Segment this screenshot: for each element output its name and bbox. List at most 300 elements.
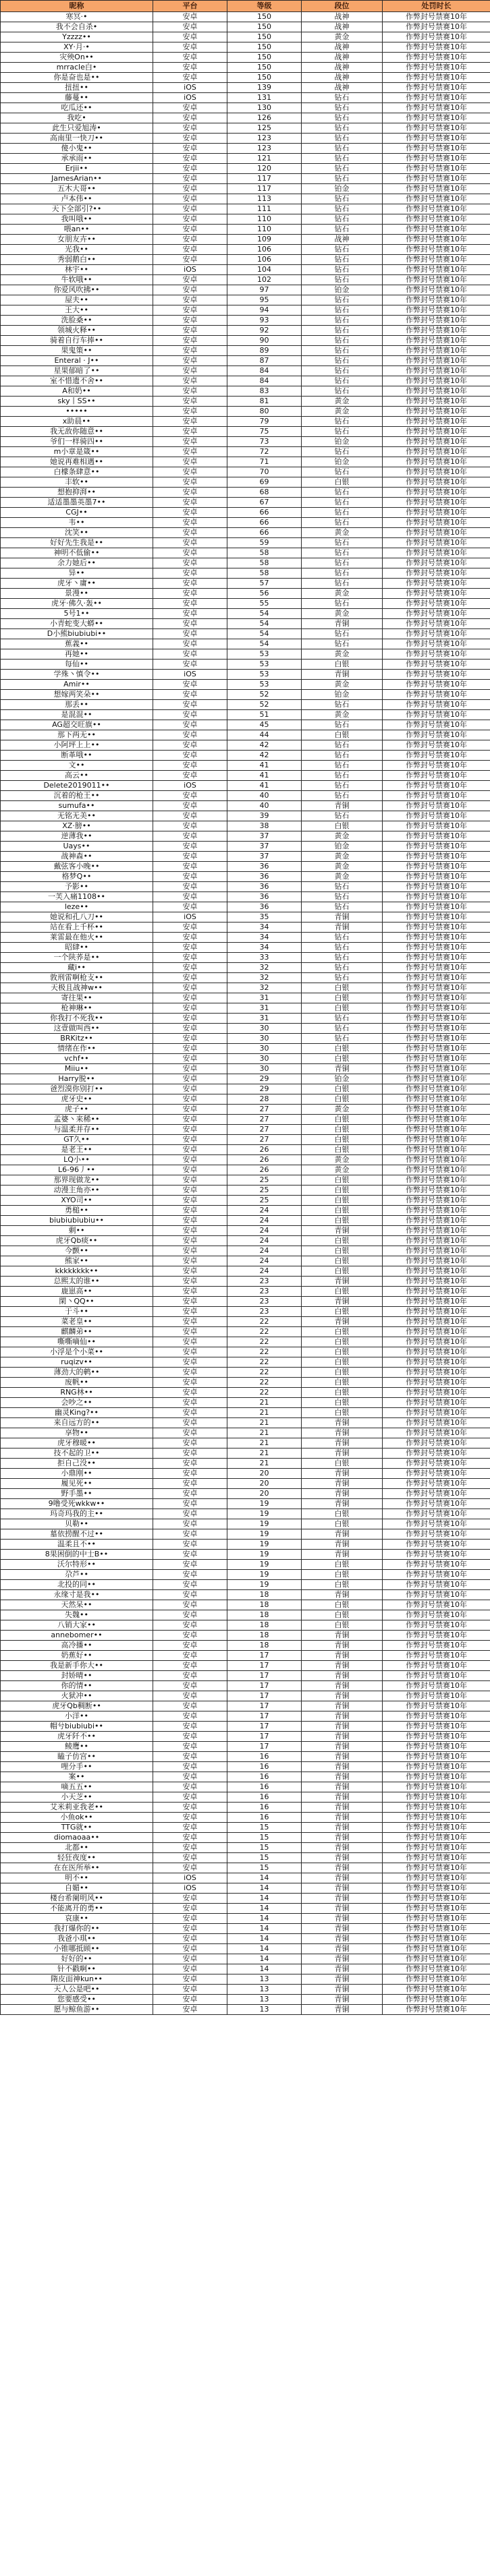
cell-rank-tier: 战神 <box>302 83 383 93</box>
table-row <box>1 568 490 579</box>
cell-level: 32 <box>227 973 302 983</box>
cell-level: 54 <box>227 639 302 649</box>
cell-rank-tier: 青铜 <box>302 619 383 629</box>
table-row <box>1 488 490 498</box>
cell-nickname: m小章是箴•• <box>1 447 153 457</box>
cell-nickname: 爷们一样骑四•• <box>1 437 153 447</box>
cell-platform: 安卓 <box>153 235 227 245</box>
cell-rank-tier: 青铜 <box>302 1752 383 1762</box>
cell-nickname: XZ·膀•• <box>1 821 153 831</box>
cell-level: 17 <box>227 1691 302 1701</box>
cell-rank-tier: 钻石 <box>302 973 383 983</box>
cell-level: 14 <box>227 1904 302 1914</box>
cell-level: 51 <box>227 710 302 720</box>
cell-nickname: 我不会自杀• <box>1 22 153 32</box>
cell-platform: 安卓 <box>153 1003 227 1014</box>
cell-level: 36 <box>227 872 302 882</box>
cell-rank-tier: 白银 <box>302 1145 383 1155</box>
cell-level: 17 <box>227 1681 302 1691</box>
table-row <box>1 407 490 417</box>
cell-nickname: 室不惜遗不舍•• <box>1 376 153 386</box>
cell-rank-tier: 白银 <box>302 1094 383 1105</box>
table-row <box>1 1175 490 1185</box>
cell-level: 150 <box>227 63 302 73</box>
cell-level: 21 <box>227 1438 302 1448</box>
cell-nickname: sky丨SS•• <box>1 397 153 407</box>
cell-level: 126 <box>227 113 302 123</box>
cell-penalty: 作弊封号禁赛10年 <box>383 892 490 902</box>
cell-penalty: 作弊封号禁赛10年 <box>383 1600 490 1610</box>
cell-platform: 安卓 <box>153 1651 227 1661</box>
cell-nickname: 领城火释•• <box>1 326 153 336</box>
cell-rank-tier: 青铜 <box>302 1843 383 1853</box>
table-row <box>1 1540 490 1550</box>
cell-rank-tier: 黄金 <box>302 397 383 407</box>
cell-nickname: Amir•• <box>1 680 153 690</box>
cell-platform: 安卓 <box>153 255 227 265</box>
table-row <box>1 1307 490 1317</box>
cell-level: 18 <box>227 1590 302 1600</box>
cell-platform: 安卓 <box>153 22 227 32</box>
cell-level: 23 <box>227 1277 302 1287</box>
cell-penalty: 作弊封号禁赛10年 <box>383 791 490 801</box>
cell-platform: 安卓 <box>153 1550 227 1560</box>
cell-nickname: 虎牙Qb稠断•• <box>1 1701 153 1711</box>
cell-level: 17 <box>227 1711 302 1722</box>
cell-penalty: 作弊封号禁赛10年 <box>383 184 490 194</box>
cell-nickname: 9噜受死wkkw•• <box>1 1499 153 1509</box>
table-row <box>1 1843 490 1853</box>
cell-rank-tier: 钻石 <box>302 295 383 305</box>
cell-platform: 安卓 <box>153 842 227 852</box>
cell-penalty: 作弊封号禁赛10年 <box>383 953 490 963</box>
cell-level: 19 <box>227 1580 302 1590</box>
cell-level: 66 <box>227 508 302 518</box>
cell-nickname: 温柔且不•• <box>1 1540 153 1550</box>
cell-level: 111 <box>227 204 302 214</box>
cell-platform: 安卓 <box>153 305 227 316</box>
cell-level: 92 <box>227 326 302 336</box>
cell-rank-tier: 战神 <box>302 53 383 63</box>
cell-penalty: 作弊封号禁赛10年 <box>383 1277 490 1287</box>
cell-platform: 安卓 <box>153 53 227 63</box>
cell-rank-tier: 钻石 <box>302 164 383 174</box>
cell-nickname: 今颤•• <box>1 1246 153 1256</box>
table-row <box>1 1014 490 1024</box>
cell-nickname: 封娇晴•• <box>1 1671 153 1681</box>
cell-penalty: 作弊封号禁赛10年 <box>383 356 490 366</box>
cell-nickname: 熊家•• <box>1 1256 153 1266</box>
table-row <box>1 1499 490 1509</box>
cell-penalty: 作弊封号禁赛10年 <box>383 386 490 397</box>
cell-level: 120 <box>227 164 302 174</box>
cell-level: 66 <box>227 518 302 528</box>
header-row <box>1 1 490 12</box>
cell-penalty: 作弊封号禁赛10年 <box>383 1105 490 1115</box>
cell-nickname: 天极且战神w•• <box>1 983 153 993</box>
cell-level: 21 <box>227 1418 302 1428</box>
cell-rank-tier: 钻石 <box>302 113 383 123</box>
cell-penalty: 作弊封号禁赛10年 <box>383 912 490 923</box>
cell-level: 110 <box>227 214 302 225</box>
cell-nickname: 奶蕉好•• <box>1 1651 153 1661</box>
table-row <box>1 265 490 275</box>
cell-penalty: 作弊封号禁赛10年 <box>383 1782 490 1792</box>
cell-penalty: 作弊封号禁赛10年 <box>383 700 490 710</box>
cell-level: 18 <box>227 1641 302 1651</box>
cell-nickname: 果鬼策•• <box>1 346 153 356</box>
cell-level: 57 <box>227 579 302 589</box>
cell-level: 19 <box>227 1550 302 1560</box>
table-row <box>1 923 490 933</box>
cell-penalty: 作弊封号禁赛10年 <box>383 751 490 761</box>
cell-level: 17 <box>227 1701 302 1711</box>
cell-platform: 安卓 <box>153 1368 227 1378</box>
cell-rank-tier: 白银 <box>302 1256 383 1266</box>
cell-level: 25 <box>227 1196 302 1206</box>
table-row <box>1 477 490 488</box>
cell-penalty: 作弊封号禁赛10年 <box>383 214 490 225</box>
cell-penalty: 作弊封号禁赛10年 <box>383 164 490 174</box>
cell-nickname: x助晨•• <box>1 417 153 427</box>
cell-nickname: 无铭无美•• <box>1 811 153 821</box>
cell-penalty: 作弊封号禁赛10年 <box>383 255 490 265</box>
cell-level: 27 <box>227 1115 302 1125</box>
table-row <box>1 680 490 690</box>
cell-nickname: Harry脱•• <box>1 1074 153 1084</box>
cell-nickname: 一个陕荞是•• <box>1 953 153 963</box>
cell-level: 16 <box>227 1782 302 1792</box>
table-row <box>1 498 490 508</box>
cell-rank-tier: 青铜 <box>302 1064 383 1074</box>
cell-nickname: 菜老皇•• <box>1 1317 153 1327</box>
cell-platform: 安卓 <box>153 397 227 407</box>
cell-rank-tier: 黄金 <box>302 407 383 417</box>
cell-rank-tier: 青铜 <box>302 1661 383 1671</box>
cell-penalty: 作弊封号禁赛10年 <box>383 1934 490 1944</box>
table-row <box>1 1165 490 1175</box>
cell-platform: 安卓 <box>153 214 227 225</box>
cell-rank-tier: 青铜 <box>302 1550 383 1560</box>
cell-penalty: 作弊封号禁赛10年 <box>383 1711 490 1722</box>
cell-penalty: 作弊封号禁赛10年 <box>383 558 490 568</box>
table-row <box>1 305 490 316</box>
cell-penalty: 作弊封号禁赛10年 <box>383 477 490 488</box>
table-row <box>1 42 490 53</box>
cell-platform: 安卓 <box>153 1924 227 1934</box>
cell-platform: 安卓 <box>153 751 227 761</box>
table-row <box>1 1560 490 1570</box>
cell-platform: 安卓 <box>153 700 227 710</box>
cell-penalty: 作弊封号禁赛10年 <box>383 1368 490 1378</box>
cell-rank-tier: 钻石 <box>302 305 383 316</box>
cell-level: 22 <box>227 1388 302 1398</box>
cell-level: 16 <box>227 1813 302 1823</box>
cell-nickname: 小天芝•• <box>1 1792 153 1803</box>
cell-penalty: 作弊封号禁赛10年 <box>383 1914 490 1924</box>
cell-rank-tier: 钻石 <box>302 882 383 892</box>
cell-platform: 安卓 <box>153 528 227 538</box>
table-row <box>1 1216 490 1226</box>
cell-nickname: 蕉義•• <box>1 639 153 649</box>
cell-level: 36 <box>227 882 302 892</box>
cell-penalty: 作弊封号禁赛10年 <box>383 1327 490 1337</box>
cell-penalty: 作弊封号禁赛10年 <box>383 1185 490 1196</box>
table-row <box>1 164 490 174</box>
table-row <box>1 791 490 801</box>
table-row <box>1 245 490 255</box>
header-level: 等级 <box>227 1 302 12</box>
cell-level: 15 <box>227 1833 302 1843</box>
cell-level: 14 <box>227 1964 302 1974</box>
table-row <box>1 933 490 943</box>
table-row <box>1 599 490 609</box>
cell-platform: 安卓 <box>153 923 227 933</box>
cell-nickname: 好好的•• <box>1 1954 153 1964</box>
cell-penalty: 作弊封号禁赛10年 <box>383 285 490 295</box>
cell-level: 40 <box>227 801 302 811</box>
cell-nickname: 她说再难相遇•• <box>1 457 153 467</box>
cell-nickname: 小洋•• <box>1 1711 153 1722</box>
cell-penalty: 作弊封号禁赛10年 <box>383 1388 490 1398</box>
cell-penalty: 作弊封号禁赛10年 <box>383 1529 490 1540</box>
cell-rank-tier: 钻石 <box>302 953 383 963</box>
table-row <box>1 538 490 548</box>
cell-nickname: 玛奇玛我的主•• <box>1 1509 153 1519</box>
cell-rank-tier: 战神 <box>302 235 383 245</box>
cell-platform: 安卓 <box>153 1094 227 1105</box>
cell-level: 14 <box>227 1873 302 1883</box>
cell-platform: iOS <box>153 670 227 680</box>
cell-rank-tier: 青铜 <box>302 1428 383 1438</box>
cell-level: 84 <box>227 376 302 386</box>
cell-level: 26 <box>227 1155 302 1165</box>
table-row <box>1 467 490 477</box>
cell-penalty: 作弊封号禁赛10年 <box>383 933 490 943</box>
cell-rank-tier: 钻石 <box>302 255 383 265</box>
cell-platform: 安卓 <box>153 1934 227 1944</box>
cell-rank-tier: 白银 <box>302 1560 383 1570</box>
cell-rank-tier: 钻石 <box>302 1014 383 1024</box>
cell-nickname: sumufa•• <box>1 801 153 811</box>
table-row <box>1 113 490 123</box>
cell-level: 13 <box>227 1985 302 1995</box>
cell-rank-tier: 青铜 <box>302 1499 383 1509</box>
cell-rank-tier: 青铜 <box>302 1448 383 1459</box>
cell-penalty: 作弊封号禁赛10年 <box>383 1560 490 1570</box>
cell-rank-tier: 铂金 <box>302 457 383 467</box>
cell-platform: 安卓 <box>153 174 227 184</box>
cell-platform: 安卓 <box>153 1995 227 2005</box>
cell-rank-tier: 白银 <box>302 1580 383 1590</box>
cell-rank-tier: 白银 <box>302 1357 383 1368</box>
cell-platform: 安卓 <box>153 1904 227 1914</box>
cell-penalty: 作弊封号禁赛10年 <box>383 923 490 933</box>
cell-penalty: 作弊封号禁赛10年 <box>383 963 490 973</box>
table-row <box>1 356 490 366</box>
cell-platform: 安卓 <box>153 1954 227 1964</box>
table-row <box>1 12 490 22</box>
cell-level: 54 <box>227 619 302 629</box>
cell-platform: 安卓 <box>153 1175 227 1185</box>
table-row <box>1 1034 490 1044</box>
cell-platform: 安卓 <box>153 1620 227 1631</box>
cell-penalty: 作弊封号禁赛10年 <box>383 943 490 953</box>
cell-platform: 安卓 <box>153 761 227 771</box>
table-row <box>1 781 490 791</box>
cell-nickname: 戴弦客小晚•• <box>1 862 153 872</box>
cell-nickname: 与温柔并存•• <box>1 1125 153 1135</box>
cell-rank-tier: 青铜 <box>302 1540 383 1550</box>
cell-platform: 安卓 <box>153 336 227 346</box>
cell-platform: 安卓 <box>153 983 227 993</box>
cell-rank-tier: 青铜 <box>302 912 383 923</box>
cell-level: 34 <box>227 923 302 933</box>
cell-level: 14 <box>227 1914 302 1924</box>
cell-nickname: 予影•• <box>1 882 153 892</box>
cell-platform: 安卓 <box>153 346 227 356</box>
cell-level: 18 <box>227 1610 302 1620</box>
cell-penalty: 作弊封号禁赛10年 <box>383 1196 490 1206</box>
cell-platform: 安卓 <box>153 1459 227 1469</box>
cell-level: 53 <box>227 670 302 680</box>
cell-rank-tier: 青铜 <box>302 1701 383 1711</box>
cell-rank-tier: 白银 <box>302 730 383 740</box>
header-penalty: 处罚时长 <box>383 1 490 12</box>
table-row <box>1 842 490 852</box>
cell-platform: 安卓 <box>153 1701 227 1711</box>
table-row <box>1 93 490 103</box>
cell-rank-tier: 钻石 <box>302 194 383 204</box>
cell-nickname: 情绪在作•• <box>1 1044 153 1054</box>
cell-nickname: 8果困倒的中士B•• <box>1 1550 153 1560</box>
table-row <box>1 457 490 467</box>
cell-rank-tier: 白银 <box>302 1054 383 1064</box>
cell-penalty: 作弊封号禁赛10年 <box>383 1418 490 1428</box>
cell-platform: 安卓 <box>153 1631 227 1641</box>
cell-nickname: 战神森•• <box>1 852 153 862</box>
cell-nickname: 您要感受•• <box>1 1995 153 2005</box>
table-row <box>1 1479 490 1489</box>
cell-level: 19 <box>227 1560 302 1570</box>
cell-penalty: 作弊封号禁赛10年 <box>383 1742 490 1752</box>
cell-rank-tier: 白银 <box>302 993 383 1003</box>
cell-penalty: 作弊封号禁赛10年 <box>383 144 490 154</box>
table-row <box>1 902 490 912</box>
cell-nickname: 艾米莉亚我老•• <box>1 1803 153 1813</box>
cell-level: 21 <box>227 1428 302 1438</box>
table-row <box>1 1590 490 1600</box>
cell-nickname: 吃瓜还•• <box>1 103 153 113</box>
cell-level: 37 <box>227 842 302 852</box>
cell-nickname: 好好先生我是•• <box>1 538 153 548</box>
cell-penalty: 作弊封号禁赛10年 <box>383 1206 490 1216</box>
cell-platform: 安卓 <box>153 1074 227 1084</box>
cell-penalty: 作弊封号禁赛10年 <box>383 771 490 781</box>
cell-platform: 安卓 <box>153 629 227 639</box>
cell-rank-tier: 钻石 <box>302 568 383 579</box>
cell-nickname: 火狱冲•• <box>1 1691 153 1701</box>
cell-level: 56 <box>227 589 302 599</box>
cell-rank-tier: 青铜 <box>302 1995 383 2005</box>
cell-penalty: 作弊封号禁赛10年 <box>383 417 490 427</box>
cell-platform: 安卓 <box>153 1590 227 1600</box>
cell-nickname: 虎牙穆暖•• <box>1 1438 153 1448</box>
cell-penalty: 作弊封号禁赛10年 <box>383 1044 490 1054</box>
cell-penalty: 作弊封号禁赛10年 <box>383 862 490 872</box>
cell-penalty: 作弊封号禁赛10年 <box>383 1297 490 1307</box>
cell-rank-tier: 黄金 <box>302 1155 383 1165</box>
cell-platform: 安卓 <box>153 1540 227 1550</box>
cell-rank-tier: 钻石 <box>302 417 383 427</box>
cell-level: 22 <box>227 1378 302 1388</box>
cell-level: 106 <box>227 255 302 265</box>
cell-level: 16 <box>227 1803 302 1813</box>
cell-penalty: 作弊封号禁赛10年 <box>383 336 490 346</box>
table-row <box>1 1145 490 1155</box>
cell-platform: 安卓 <box>153 1084 227 1094</box>
cell-penalty: 作弊封号禁赛10年 <box>383 670 490 680</box>
cell-level: 13 <box>227 1995 302 2005</box>
cell-platform: 安卓 <box>153 740 227 751</box>
table-row <box>1 973 490 983</box>
cell-level: 72 <box>227 447 302 457</box>
cell-level: 30 <box>227 1064 302 1074</box>
table-row <box>1 225 490 235</box>
cell-platform: 安卓 <box>153 801 227 811</box>
cell-rank-tier: 青铜 <box>302 1883 383 1894</box>
cell-platform: 安卓 <box>153 498 227 508</box>
cell-rank-tier: 钻石 <box>302 134 383 144</box>
cell-penalty: 作弊封号禁赛10年 <box>383 1610 490 1620</box>
cell-platform: 安卓 <box>153 710 227 720</box>
cell-platform: 安卓 <box>153 1580 227 1590</box>
cell-rank-tier: 白银 <box>302 1398 383 1408</box>
table-row <box>1 558 490 568</box>
cell-level: 13 <box>227 1974 302 1985</box>
table-row <box>1 1529 490 1540</box>
cell-rank-tier: 白银 <box>302 1347 383 1357</box>
cell-rank-tier: 青铜 <box>302 1985 383 1995</box>
cell-nickname: Delete2019011•• <box>1 781 153 791</box>
cell-nickname: 扭扭•• <box>1 83 153 93</box>
cell-rank-tier: 钻石 <box>302 639 383 649</box>
table-row <box>1 437 490 447</box>
cell-level: 123 <box>227 144 302 154</box>
cell-level: 36 <box>227 902 302 912</box>
table-row <box>1 1985 490 1995</box>
cell-nickname: GT久•• <box>1 1135 153 1145</box>
cell-level: 117 <box>227 174 302 184</box>
cell-rank-tier: 黄金 <box>302 852 383 862</box>
cell-penalty: 作弊封号禁赛10年 <box>383 619 490 629</box>
cell-penalty: 作弊封号禁赛10年 <box>383 1307 490 1317</box>
cell-penalty: 作弊封号禁赛10年 <box>383 1641 490 1651</box>
table-row <box>1 1054 490 1064</box>
table-row <box>1 1752 490 1762</box>
cell-rank-tier: 白银 <box>302 660 383 670</box>
cell-rank-tier: 白银 <box>302 1610 383 1620</box>
cell-level: 97 <box>227 285 302 295</box>
table-row <box>1 1317 490 1327</box>
cell-penalty: 作弊封号禁赛10年 <box>383 1084 490 1094</box>
cell-platform: 安卓 <box>153 943 227 953</box>
cell-platform: 安卓 <box>153 285 227 295</box>
table-row <box>1 508 490 518</box>
cell-rank-tier: 战神 <box>302 22 383 32</box>
cell-penalty: 作弊封号禁赛10年 <box>383 1256 490 1266</box>
cell-nickname: 小浮是个小菜•• <box>1 1347 153 1357</box>
